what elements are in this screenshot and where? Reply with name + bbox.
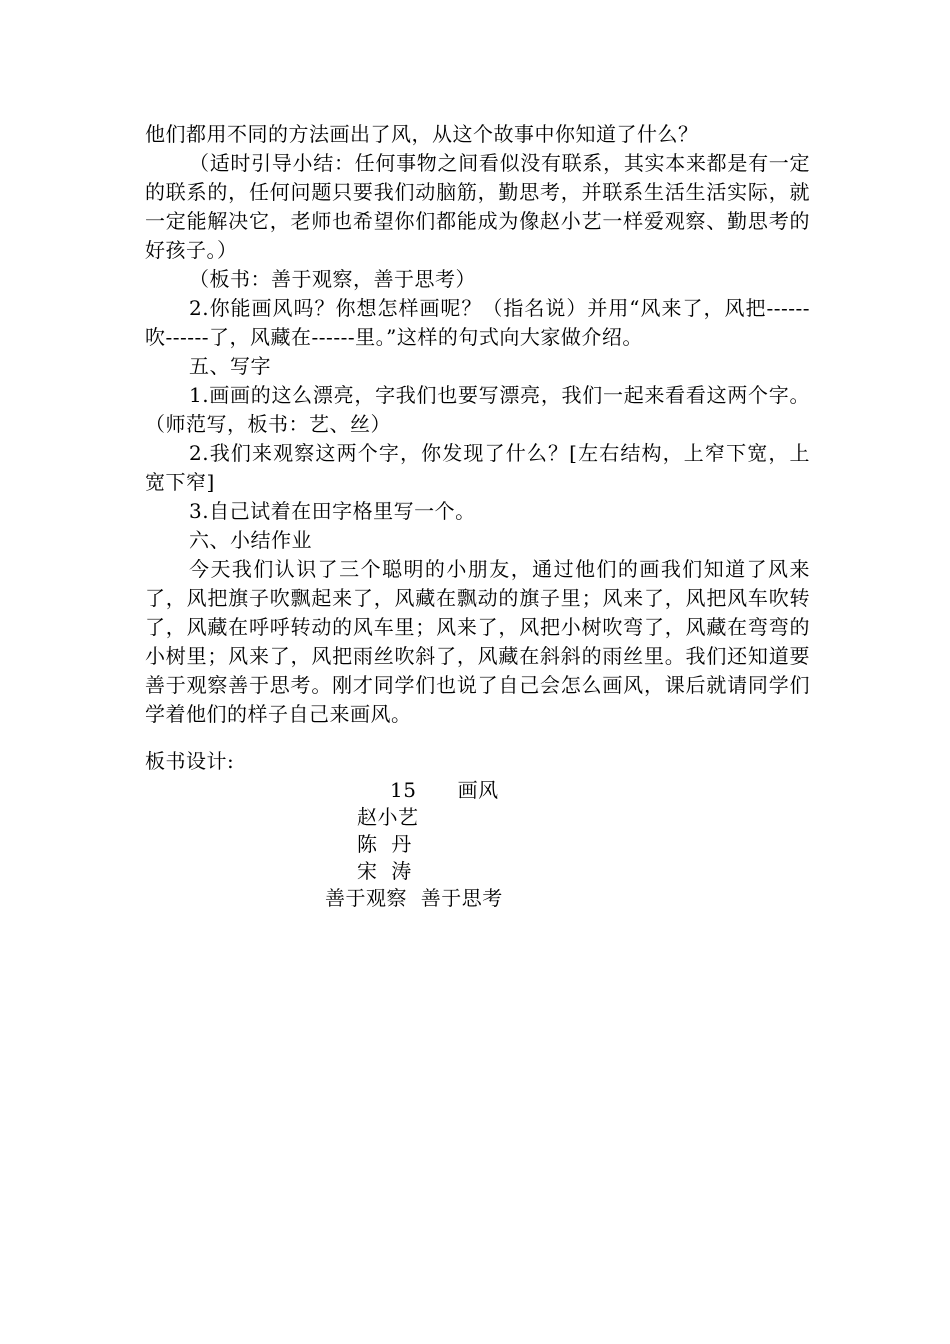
board-design [145,776,810,911]
board-design-heading: 板书设计: [145,749,235,773]
board-name-2: 陈 丹 [357,832,412,856]
board-title: 15 画风 [390,778,499,802]
paragraph-teacher-summary: （适时引导小结：任何事物之间看似没有联系，其实本来都是有一定的联系的，任何问题只要我们动脑筋，勤思考，并联系生活生活实际，就一定能解决它，老师也希望你们都能成为像赵小艺一样爱观察、勤思考的好孩子。） [145,151,810,262]
paragraph-summary: 今天我们认识了三个聪明的小朋友，通过他们的画我们知道了风来了，风把旗子吹飘起来了，风藏在飘动的旗子里；风来了，风把风车吹转了，风藏在呼呼转动的风车里；风来了，风把小树吹弯了，风藏在弯弯的小树里；风来了，风把雨丝吹斜了，风藏在斜斜的雨丝里。我们还知道要善于观察善于思考。刚才同学们也说了自己会怎么画风，课后就请同学们学着他们的样子自己来画风。 [145,557,810,726]
paragraph-writing-step-1: 1.画画的这么漂亮，字我们也要写漂亮，我们一起来看看这两个字。（师范写，板书：艺、丝） [145,383,810,436]
paragraph-draw-wind-question: 2.你能画风吗？你想怎样画呢？（指名说）并用“风来了，风把------吹------了，风藏在------里。”这样的句式向大家做介绍。 [145,296,810,349]
paragraph-board-note: （板书：善于观察，善于思考） [189,267,476,291]
board-conclusion: 善于观察 善于思考 [325,886,503,910]
spacer [145,729,810,747]
board-name-1: 赵小艺 [357,805,419,829]
section-heading-writing: 五、写字 [189,354,271,378]
board-name-3: 宋 涛 [357,859,412,883]
paragraph-story-question: 他们都用不同的方法画出了风，从这个故事中你知道了什么？ [145,122,699,146]
document-body [145,120,810,911]
section-heading-summary: 六、小结作业 [189,528,312,552]
paragraph-writing-step-2: 2.我们来观察这两个字，你发现了什么？[左右结构，上窄下宽，上宽下窄] [145,441,810,494]
paragraph-writing-step-3: 3.自己试着在田字格里写一个。 [189,499,476,523]
